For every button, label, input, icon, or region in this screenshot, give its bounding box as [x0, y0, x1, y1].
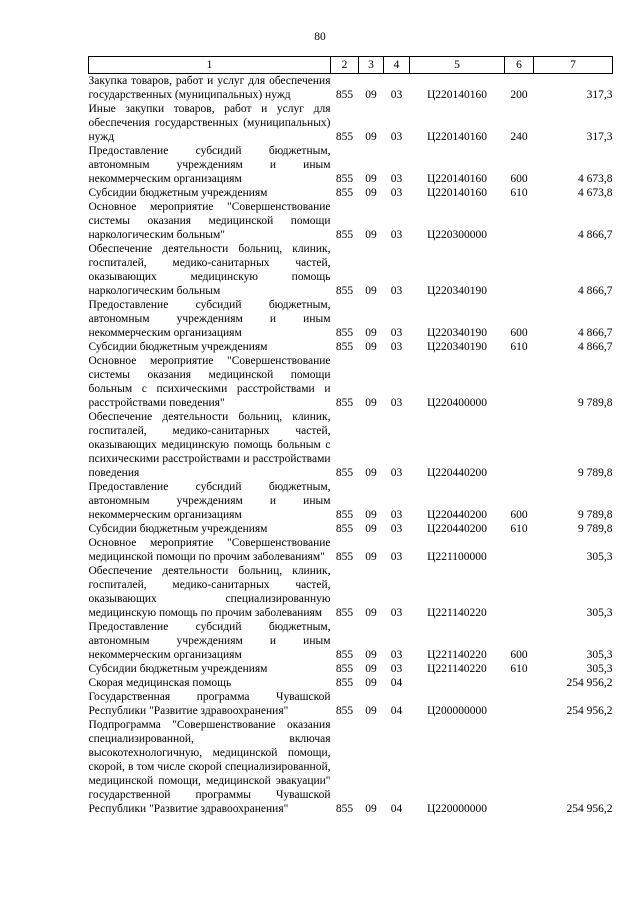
cell-amount: 4 673,8: [578, 173, 613, 185]
header-cell-3: 3: [359, 57, 384, 74]
cell-target-article-code: Ц220340190: [426, 327, 488, 339]
cell-subsection-code: 04: [390, 803, 403, 815]
cell-section-code: 09: [365, 327, 377, 339]
cell-amount: 4 866,7: [578, 285, 613, 297]
cell-grbs-code: 855: [335, 523, 354, 535]
cell-expense-type-code: 610: [510, 523, 528, 535]
cell-target-article-code: Ц221140220: [427, 607, 487, 619]
table-row: [89, 536, 613, 564]
cell-target-article-code: Ц221140220: [427, 663, 487, 675]
cell-grbs-code: 855: [335, 285, 354, 297]
cell-subsection-code: 03: [390, 131, 403, 143]
table-row: [89, 410, 613, 480]
cell-grbs-code: 855: [335, 677, 354, 689]
header-cell-4: 4: [384, 57, 410, 74]
cell-subsection-code: 03: [390, 649, 403, 661]
cell-amount: 317,3: [586, 89, 613, 101]
cell-target-article-code: Ц220440200: [426, 523, 488, 535]
table-row: [89, 480, 613, 522]
cell-description: Субсидии бюджетным учреждениям: [88, 187, 268, 199]
cell-subsection-code: 03: [390, 229, 403, 241]
cell-description: Предоставление субсидий бюджетным, автономным учреждениям и иным некоммерческим организациям: [88, 299, 331, 339]
cell-amount: 305,3: [586, 607, 613, 619]
cell-expense-type-code: 240: [510, 131, 528, 143]
table-header-row: [89, 57, 613, 74]
cell-target-article-code: Ц220000000: [426, 803, 488, 815]
cell-amount: 305,3: [586, 551, 613, 563]
cell-target-article-code: Ц220140160: [426, 89, 488, 101]
cell-subsection-code: 03: [390, 397, 403, 409]
cell-expense-type-code: 610: [510, 187, 528, 199]
cell-expense-type-code: 600: [510, 649, 528, 661]
cell-description: Субсидии бюджетным учреждениям: [88, 523, 268, 535]
cell-description: Основное мероприятие "Совершенствование системы оказания медицинской помощи больным с психическими расстройствами и расстройствами поведения": [88, 355, 331, 409]
cell-description: Закупка товаров, работ и услуг для обеспечения государственных (муниципальных) нужд: [88, 75, 331, 101]
cell-expense-type-code: [505, 242, 534, 298]
cell-grbs-code: 855: [335, 341, 354, 353]
cell-description: Основное мероприятие "Совершенствование медицинской помощи по прочим заболеваниям": [88, 537, 331, 563]
cell-description: Подпрограмма "Совершенствование оказания специализированной, включая высокотехнологичную, медицинской помощи, скорой, в том числе скорой специализированной, медицинской помощи, медицинской эвакуации" государственной программы Чувашской Республики "Развитие здравоохранения": [88, 719, 331, 815]
cell-description: Субсидии бюджетным учреждениям: [88, 341, 268, 353]
cell-subsection-code: 03: [390, 89, 403, 101]
cell-subsection-code: 03: [390, 663, 403, 675]
cell-amount: 9 789,8: [578, 397, 613, 409]
table-row: [89, 620, 613, 662]
cell-description: Обеспечение деятельности больниц, клиник, госпиталей, медико-санитарных частей, оказывающих специализированную медицинскую помощь по прочим заболеваниям: [88, 565, 331, 619]
cell-section-code: 09: [365, 705, 377, 717]
cell-amount: 254 956,2: [566, 705, 613, 717]
cell-grbs-code: 855: [335, 173, 354, 185]
cell-grbs-code: 855: [335, 649, 354, 661]
cell-section-code: 09: [365, 89, 377, 101]
cell-subsection-code: 03: [390, 327, 403, 339]
cell-section-code: 09: [365, 229, 377, 241]
cell-expense-type-code: [505, 410, 534, 480]
header-cell-7: 7: [534, 57, 613, 74]
cell-section-code: 09: [365, 397, 377, 409]
cell-subsection-code: 03: [390, 551, 403, 563]
table-row: [89, 718, 613, 816]
cell-description: Субсидии бюджетным учреждениям: [88, 663, 268, 675]
cell-description: Скорая медицинская помощь: [88, 677, 232, 689]
cell-subsection-code: 03: [390, 607, 403, 619]
table-row: [89, 74, 613, 103]
page-number: 80: [314, 31, 326, 43]
cell-target-article-code: [410, 676, 505, 690]
cell-grbs-code: 855: [335, 467, 354, 479]
cell-subsection-code: 03: [390, 523, 403, 535]
cell-amount: 9 789,8: [578, 467, 613, 479]
cell-expense-type-code: 600: [510, 173, 528, 185]
cell-section-code: 09: [365, 677, 377, 689]
cell-amount: 305,3: [586, 649, 613, 661]
table-row: [89, 676, 613, 690]
cell-expense-type-code: 200: [510, 89, 528, 101]
cell-grbs-code: 855: [335, 327, 354, 339]
cell-grbs-code: 855: [335, 131, 354, 143]
cell-amount: 9 789,8: [578, 509, 613, 521]
cell-section-code: 09: [365, 341, 377, 353]
table-row: [89, 354, 613, 410]
cell-description: Предоставление субсидий бюджетным, автономным учреждениям и иным некоммерческим организациям: [88, 621, 331, 661]
cell-amount: 254 956,2: [566, 803, 613, 815]
table-row: [89, 340, 613, 354]
table-row: [89, 662, 613, 676]
cell-amount: 4 866,7: [578, 341, 613, 353]
cell-target-article-code: Ц220340190: [426, 285, 488, 297]
cell-expense-type-code: [505, 690, 534, 718]
cell-expense-type-code: 610: [510, 663, 528, 675]
cell-grbs-code: 855: [335, 89, 354, 101]
cell-expense-type-code: [505, 354, 534, 410]
cell-description: Государственная программа Чувашской Республики "Развитие здравоохранения": [88, 691, 331, 717]
cell-amount: 254 956,2: [566, 677, 613, 689]
cell-subsection-code: 03: [390, 173, 403, 185]
table-body: [89, 74, 613, 817]
cell-grbs-code: 855: [335, 229, 354, 241]
cell-target-article-code: Ц221140220: [427, 649, 487, 661]
cell-target-article-code: Ц200000000: [426, 705, 488, 717]
cell-subsection-code: 03: [390, 509, 403, 521]
header-cell-5: 5: [410, 57, 505, 74]
cell-grbs-code: 855: [335, 607, 354, 619]
cell-subsection-code: 03: [390, 467, 403, 479]
cell-section-code: 09: [365, 173, 377, 185]
cell-grbs-code: 855: [335, 803, 354, 815]
cell-grbs-code: 855: [335, 509, 354, 521]
cell-description: Предоставление субсидий бюджетным, автономным учреждениям и иным некоммерческим организациям: [88, 145, 331, 185]
cell-expense-type-code: 610: [510, 341, 528, 353]
table-row: [89, 102, 613, 144]
cell-section-code: 09: [365, 131, 377, 143]
cell-expense-type-code: [505, 200, 534, 242]
cell-section-code: 09: [365, 523, 377, 535]
cell-target-article-code: Ц220140160: [426, 173, 488, 185]
table-row: [89, 200, 613, 242]
cell-description: Предоставление субсидий бюджетным, автономным учреждениям и иным некоммерческим организациям: [88, 481, 331, 521]
cell-section-code: 09: [365, 551, 377, 563]
table-row: [89, 522, 613, 536]
header-cell-2: 2: [331, 57, 359, 74]
cell-grbs-code: 855: [335, 663, 354, 675]
cell-subsection-code: 03: [390, 187, 403, 199]
cell-description: Иные закупки товаров, работ и услуг для обеспечения государственных (муниципальных) нужд: [88, 103, 331, 143]
cell-expense-type-code: 600: [510, 327, 528, 339]
cell-target-article-code: Ц220140160: [426, 187, 488, 199]
cell-subsection-code: 04: [390, 677, 403, 689]
table-row: [89, 144, 613, 186]
cell-section-code: 09: [365, 187, 377, 199]
cell-section-code: 09: [365, 285, 377, 297]
cell-target-article-code: Ц220340190: [426, 341, 488, 353]
cell-section-code: 09: [365, 803, 377, 815]
cell-target-article-code: Ц220400000: [426, 397, 488, 409]
cell-amount: 4 866,7: [578, 327, 613, 339]
cell-description: Обеспечение деятельности больниц, клиник, госпиталей, медико-санитарных частей, оказывающих медицинскую помощь больным с психическими расстройствами и расстройствами поведения: [88, 411, 331, 479]
budget-table: [88, 56, 613, 816]
cell-grbs-code: 855: [335, 551, 354, 563]
cell-amount: 4 673,8: [578, 187, 613, 199]
table-row: [89, 242, 613, 298]
table-row: [89, 690, 613, 718]
cell-expense-type-code: [505, 536, 534, 564]
cell-expense-type-code: 600: [510, 509, 528, 521]
cell-section-code: 09: [365, 467, 377, 479]
table-row: [89, 186, 613, 200]
table-header: [89, 57, 613, 74]
cell-target-article-code: Ц221100000: [427, 551, 487, 563]
cell-description: Основное мероприятие "Совершенствование системы оказания медицинской помощи наркологическим больным": [88, 201, 331, 241]
cell-amount: 305,3: [586, 663, 613, 675]
cell-target-article-code: Ц220440200: [426, 467, 488, 479]
table-row: [89, 564, 613, 620]
cell-target-article-code: Ц220140160: [426, 131, 488, 143]
cell-expense-type-code: [505, 564, 534, 620]
cell-grbs-code: 855: [335, 705, 354, 717]
cell-section-code: 09: [365, 607, 377, 619]
cell-expense-type-code: [505, 718, 534, 816]
cell-section-code: 09: [365, 649, 377, 661]
cell-description: Обеспечение деятельности больниц, клиник, госпиталей, медико-санитарных частей, оказывающих медицинскую помощь наркологическим больным: [88, 243, 331, 297]
cell-grbs-code: 855: [335, 397, 354, 409]
cell-amount: 9 789,8: [578, 523, 613, 535]
cell-grbs-code: 855: [335, 187, 354, 199]
header-cell-6: 6: [505, 57, 534, 74]
cell-amount: 317,3: [586, 131, 613, 143]
cell-subsection-code: 03: [390, 341, 403, 353]
cell-expense-type-code: [505, 676, 534, 690]
cell-amount: 4 866,7: [578, 229, 613, 241]
cell-target-article-code: Ц220440200: [426, 509, 488, 521]
cell-subsection-code: 04: [390, 705, 403, 717]
cell-target-article-code: Ц220300000: [426, 229, 488, 241]
cell-section-code: 09: [365, 509, 377, 521]
cell-section-code: 09: [365, 663, 377, 675]
table-row: [89, 298, 613, 340]
cell-subsection-code: 03: [390, 285, 403, 297]
header-cell-1: 1: [89, 57, 331, 74]
